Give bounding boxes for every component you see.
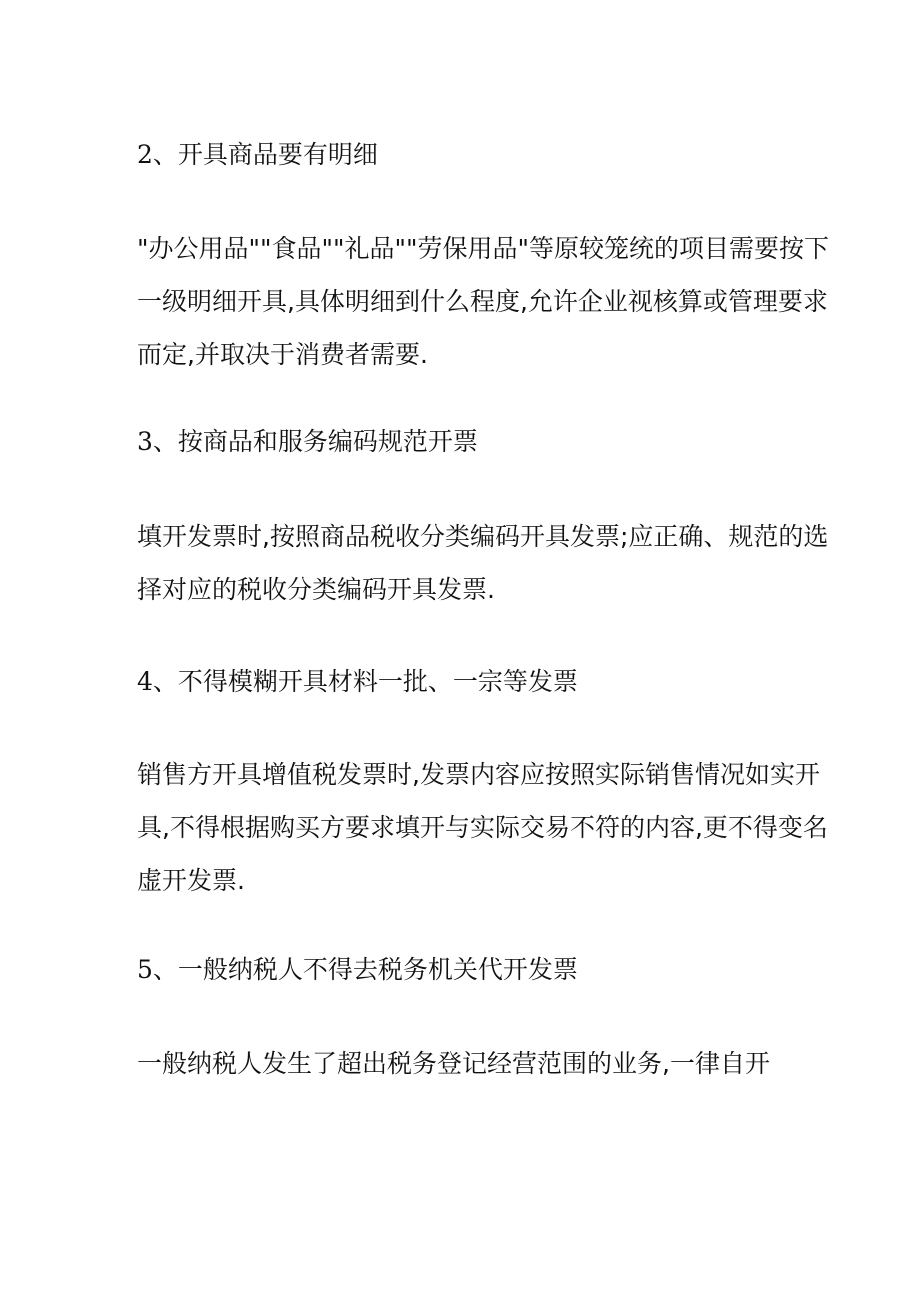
section-number: 3、 xyxy=(137,427,178,456)
paragraph-line: "办公用品""食品""礼品""劳保用品"等原较笼统的项目需要按下 xyxy=(137,234,829,263)
section-paragraph-3 xyxy=(137,515,829,612)
section-title: 开具商品要有明细 xyxy=(177,140,378,169)
paragraph-line: 具,不得根据购买方要求填开与实际交易不符的内容,更不得变名 xyxy=(137,813,828,842)
paragraph-line: 一般纳税人发生了超出税务登记经营范围的业务,一律自开 xyxy=(137,1049,770,1078)
section-paragraph-2 xyxy=(137,227,829,377)
paragraph-line: 择对应的税收分类编码开具发票. xyxy=(137,575,495,604)
section-title: 按商品和服务编码规范开票 xyxy=(177,427,478,456)
paragraph-line: 填开发票时,按照商品税收分类编码开具发票;应正确、规范的选 xyxy=(137,522,829,551)
section-heading-4 xyxy=(137,660,578,704)
section-heading-5 xyxy=(137,948,578,992)
section-number: 5、 xyxy=(137,955,178,984)
section-title: 一般纳税人不得去税务机关代开发票 xyxy=(177,955,578,984)
paragraph-line: 而定,并取决于消费者需要. xyxy=(137,340,428,369)
paragraph-line: 一级明细开具,具体明细到什么程度,允许企业视核算或管理要求 xyxy=(137,287,828,316)
section-number: 2、 xyxy=(137,140,178,169)
paragraph-line: 虚开发票. xyxy=(137,866,245,895)
section-heading-2 xyxy=(137,133,378,177)
section-number: 4、 xyxy=(137,667,178,696)
section-paragraph-4 xyxy=(137,753,828,903)
paragraph-line: 销售方开具增值税发票时,发票内容应按照实际销售情况如实开 xyxy=(137,760,820,789)
section-heading-3 xyxy=(137,420,478,464)
section-paragraph-5 xyxy=(137,1042,797,1086)
section-title: 不得模糊开具材料一批、一宗等发票 xyxy=(177,667,578,696)
